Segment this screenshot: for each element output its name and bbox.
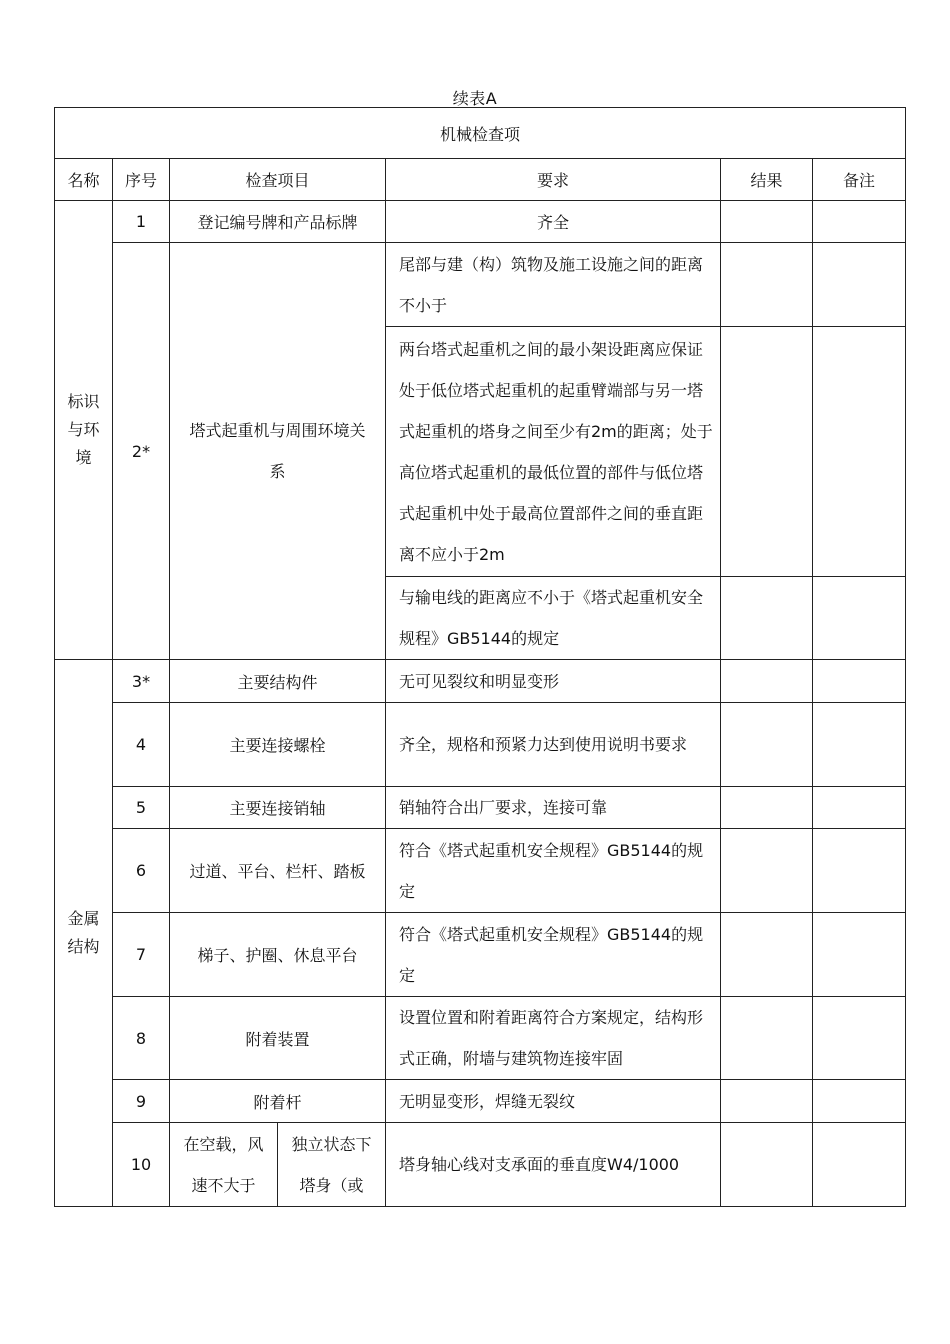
table-row xyxy=(55,913,906,997)
header-name: 名称 xyxy=(55,159,113,201)
row-result[interactable] xyxy=(721,660,813,703)
row-item: 附着杆 xyxy=(170,1080,386,1123)
row-result[interactable] xyxy=(721,997,813,1080)
row-result[interactable] xyxy=(721,1080,813,1123)
table-title: 机械检查项 xyxy=(55,108,906,159)
row-requirement: 无可见裂纹和明显变形 xyxy=(386,660,721,703)
row-remark[interactable] xyxy=(813,201,906,243)
row-remark[interactable] xyxy=(813,660,906,703)
header-seq: 序号 xyxy=(113,159,170,201)
row-requirement: 无明显变形，焊缝无裂纹 xyxy=(386,1080,721,1123)
row-seq: 4 xyxy=(113,703,170,787)
row-requirement: 与输电线的距离应不小于《塔式起重机安全规程》GB5144的规定 xyxy=(386,577,721,660)
row-result[interactable] xyxy=(721,913,813,997)
row-remark[interactable] xyxy=(813,327,906,577)
row-remark[interactable] xyxy=(813,577,906,660)
row-seq: 7 xyxy=(113,913,170,997)
table-row xyxy=(55,1080,906,1123)
row-item: 过道、平台、栏杆、踏板 xyxy=(170,829,386,913)
row-remark[interactable] xyxy=(813,703,906,787)
row-seq: 5 xyxy=(113,787,170,829)
row-requirement: 齐全，规格和预紧力达到使用说明书要求 xyxy=(386,703,721,787)
row-result[interactable] xyxy=(721,327,813,577)
row-result[interactable] xyxy=(721,787,813,829)
row-item-condition-a: 在空载，风速不大于 xyxy=(170,1123,278,1207)
header-row xyxy=(55,159,906,201)
header-result: 结果 xyxy=(721,159,813,201)
table-row xyxy=(55,787,906,829)
table-row xyxy=(55,829,906,913)
row-result[interactable] xyxy=(721,243,813,327)
row-requirement: 符合《塔式起重机安全规程》GB5144的规定 xyxy=(386,829,721,913)
row-result[interactable] xyxy=(721,201,813,243)
header-item: 检查项目 xyxy=(170,159,386,201)
row-item: 主要连接销轴 xyxy=(170,787,386,829)
row-remark[interactable] xyxy=(813,913,906,997)
row-seq: 10 xyxy=(113,1123,170,1207)
table-title-row xyxy=(55,108,906,159)
row-remark[interactable] xyxy=(813,787,906,829)
row-item: 登记编号牌和产品标牌 xyxy=(170,201,386,243)
row-remark[interactable] xyxy=(813,1080,906,1123)
row-seq: 9 xyxy=(113,1080,170,1123)
row-requirement: 设置位置和附着距离符合方案规定，结构形式正确，附墙与建筑物连接牢固 xyxy=(386,997,721,1080)
table-row xyxy=(55,703,906,787)
header-remark: 备注 xyxy=(813,159,906,201)
group-name: 标识与环境 xyxy=(55,201,113,660)
row-item-condition-b: 独立状态下塔身（或 xyxy=(278,1123,386,1207)
row-requirement: 两台塔式起重机之间的最小架设距离应保证处于低位塔式起重机的起重臂端部与另一塔式起重机的塔身之间至少有2m的距离；处于高位塔式起重机的最低位置的部件与低位塔式起重机中处于最高位置部件之间的垂直距离不应小于2m xyxy=(386,327,721,577)
row-remark[interactable] xyxy=(813,829,906,913)
row-seq: 2* xyxy=(113,243,170,660)
row-result[interactable] xyxy=(721,829,813,913)
row-remark[interactable] xyxy=(813,243,906,327)
row-item: 附着装置 xyxy=(170,997,386,1080)
table-row xyxy=(55,243,906,327)
row-item: 主要结构件 xyxy=(170,660,386,703)
row-item: 塔式起重机与周围环境关系 xyxy=(170,243,386,660)
table-row xyxy=(55,660,906,703)
table-row xyxy=(55,201,906,243)
row-remark[interactable] xyxy=(813,997,906,1080)
row-item: 主要连接螺栓 xyxy=(170,703,386,787)
row-result[interactable] xyxy=(721,703,813,787)
row-item: 梯子、护圈、休息平台 xyxy=(170,913,386,997)
row-seq: 1 xyxy=(113,201,170,243)
row-requirement: 符合《塔式起重机安全规程》GB5144的规定 xyxy=(386,913,721,997)
row-requirement: 尾部与建（构）筑物及施工设施之间的距离不小于 xyxy=(386,243,721,327)
row-result[interactable] xyxy=(721,577,813,660)
row-result[interactable] xyxy=(721,1123,813,1207)
group-name: 金属结构 xyxy=(55,660,113,1207)
row-requirement: 销轴符合出厂要求，连接可靠 xyxy=(386,787,721,829)
row-seq: 6 xyxy=(113,829,170,913)
row-requirement: 塔身轴心线对支承面的垂直度W4/1000 xyxy=(386,1123,721,1207)
row-requirement: 齐全 xyxy=(386,201,721,243)
table-row xyxy=(55,997,906,1080)
row-remark[interactable] xyxy=(813,1123,906,1207)
row-seq: 8 xyxy=(113,997,170,1080)
table-row xyxy=(55,1123,906,1207)
row-seq: 3* xyxy=(113,660,170,703)
header-requirement: 要求 xyxy=(386,159,721,201)
inspection-table xyxy=(54,107,906,1207)
table-caption: 续表A xyxy=(452,89,498,108)
